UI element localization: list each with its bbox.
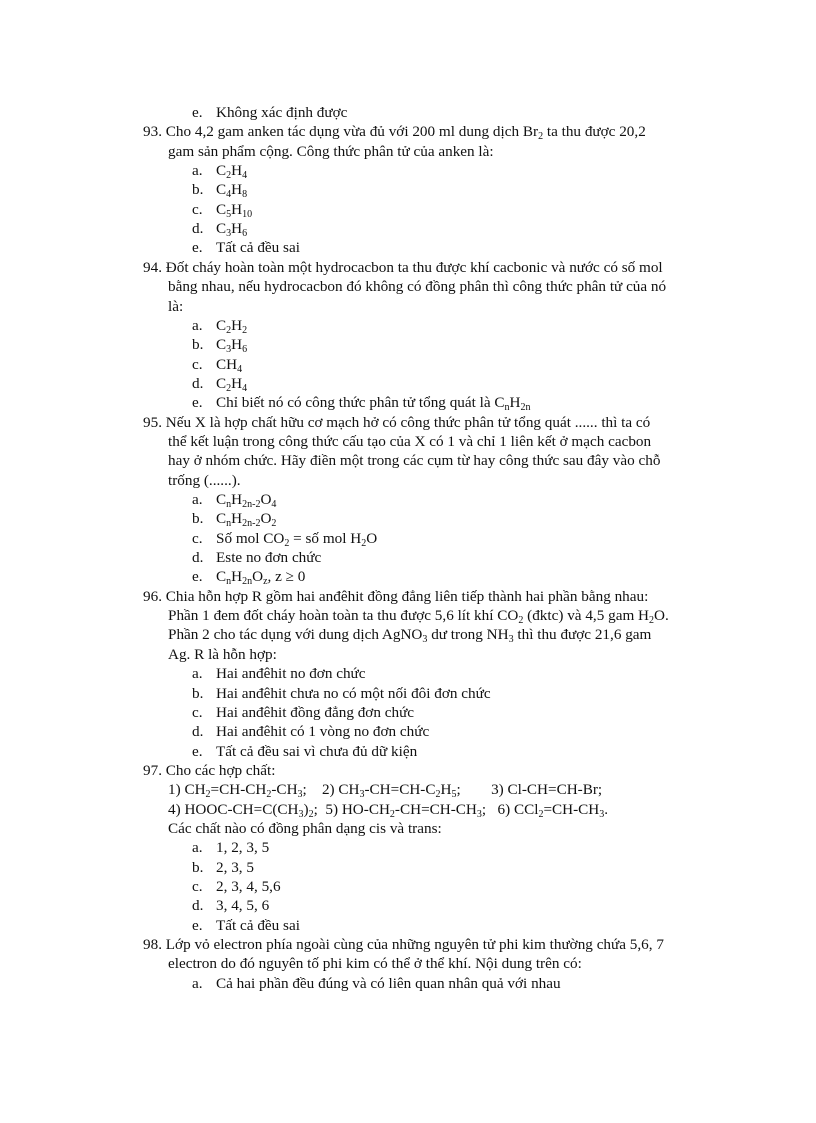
option-letter: d.: [192, 374, 204, 392]
option-letter: a.: [192, 974, 203, 992]
question-stem: 95. Nếu X là hợp chất hữu cơ mạch hở có công thức phân tử tổng quát ...... thì ta có: [143, 413, 651, 431]
option-letter: b.: [192, 336, 204, 354]
option-text: $C_nH_{2n}O_z$, z ≥ 0: [216, 568, 306, 588]
answer-option: [192, 374, 247, 393]
answer-option: [192, 567, 305, 586]
option-letter: b.: [192, 858, 204, 876]
option-letter: b.: [192, 684, 204, 702]
option-letter: c.: [192, 703, 203, 721]
option-text: 1, 2, 3, 5: [216, 839, 270, 857]
option-text: Số mol $CO_2$ = số mol $H_2O$: [216, 529, 378, 549]
question-stem-continuation: Phần 1 đem đốt cháy hoàn toàn ta thu được 5,6 lít khí $CO_2$ (đktc) và 4,5 gam $H_2O$.: [168, 607, 669, 627]
question-stem-continuation: thể kết luận trong công thức cấu tạo của X có 1 và chỉ 1 liên kết ở mạch cacbon: [168, 432, 652, 450]
option-letter: c.: [192, 529, 203, 547]
question-stem-continuation: Ag. R là hỗn hợp:: [168, 645, 277, 663]
answer-option: [192, 858, 254, 877]
option-letter: b.: [192, 181, 204, 199]
answer-option: [192, 335, 247, 354]
question-stem-continuation: trống (......).: [168, 471, 241, 489]
option-letter: a.: [192, 491, 203, 508]
answer-option: [192, 916, 300, 935]
question-stem: 98. Lớp vỏ electron phía ngoài cùng của những nguyên tử phi kim thường chứa 5,6, 7: [143, 936, 664, 954]
option-text: Este no đơn chức: [216, 549, 322, 567]
question-stem-continuation: bằng nhau, nếu hydrocacbon đó không có đồng phân thì công thức phân tử của nó: [168, 278, 667, 296]
question-stem-continuation: Phần 2 cho tác dụng với dung dịch AgNO$_3$ dư trong $NH_3$ thì thu được 21,6 gam: [168, 626, 652, 646]
answer-option: [192, 509, 276, 528]
answer-option: [192, 877, 281, 896]
answer-option: [192, 180, 247, 199]
answer-option: [192, 161, 247, 180]
answer-option: [192, 529, 377, 548]
answer-option: [192, 103, 347, 122]
option-letter: d.: [192, 723, 204, 741]
question-stem: 93. Cho 4,2 gam anken tác dụng vừa đủ với 200 ml dung dịch $Br_2$ ta thu được 20,2: [143, 123, 646, 143]
answer-option: [192, 355, 242, 374]
question-stem-continuation: 1) $CH_2=CH-CH_2-CH_3$; 2) $CH_3-CH=CH-C_2H_5$; 3) Cl-CH=CH-Br;: [168, 781, 603, 801]
option-letter: a.: [192, 665, 203, 683]
option-letter: b.: [192, 510, 204, 528]
question-stem-continuation: electron do đó nguyên tố phi kim có thể ở thể khí. Nội dung trên có:: [168, 955, 582, 973]
question-stem: 96. Chia hỗn hợp R gồm hai anđêhit đồng đẳng liên tiếp thành hai phần bằng nhau:: [143, 587, 649, 605]
option-text: Tất cả đều sai vì chưa đủ dữ kiện: [216, 742, 418, 760]
answer-option: [192, 684, 491, 703]
option-text: $C_3H_6$: [216, 336, 248, 356]
question-stem: 97. Cho các hợp chất:: [143, 761, 276, 779]
option-text: Hai anđêhit đồng đẳng đơn chức: [216, 703, 415, 721]
answer-option: [192, 896, 269, 915]
option-text: 3, 4, 5, 6: [216, 897, 270, 915]
option-text: $C_3H_6$: [216, 220, 248, 240]
option-text: Hai anđêhit no đơn chức: [216, 665, 366, 683]
option-text: $C_2H_4$: [216, 374, 248, 394]
option-text: Hai anđêhit có 1 vòng no đơn chức: [216, 723, 430, 741]
option-letter: c.: [192, 878, 203, 895]
option-text: $C_nH_{2n-2}O_4$: [216, 491, 277, 510]
question-stem-continuation: 4) HOOC-$CH=C(CH_3)_2$; 5) $HO-CH_2-CH=CH-CH_3$; 6) $CCl_2=CH-CH_3$.: [168, 800, 609, 820]
option-letter: e.: [192, 916, 203, 934]
option-letter: e.: [192, 104, 203, 121]
question-stem-continuation: là:: [168, 297, 184, 315]
answer-option: [192, 838, 269, 857]
answer-option: [192, 200, 252, 219]
answer-option: [192, 393, 531, 412]
answer-option: [192, 722, 429, 741]
option-letter: d.: [192, 897, 204, 915]
option-text: $CH_4$: [216, 355, 243, 375]
option-text: Cả hai phần đều đúng và có liên quan nhân quả với nhau: [216, 974, 561, 992]
option-text: $C_2H_4$: [216, 162, 248, 182]
question-stem-continuation: Các chất nào có đồng phân dạng cis và trans:: [168, 819, 442, 837]
option-letter: a.: [192, 316, 203, 334]
answer-option: [192, 490, 276, 509]
option-letter: e.: [192, 394, 203, 412]
option-letter: c.: [192, 200, 203, 218]
option-letter: d.: [192, 549, 204, 567]
option-letter: c.: [192, 355, 203, 373]
answer-option: [192, 703, 414, 722]
option-text: Tất cả đều sai: [216, 916, 300, 934]
option-text: $C_nH_{2n-2}O_2$: [216, 510, 277, 530]
answer-option: [192, 548, 321, 567]
option-text: Tất cả đều sai: [216, 239, 300, 257]
question-stem: 94. Đốt cháy hoàn toàn một hydrocacbon ta thu được khí cacbonic và nước có số mol: [143, 258, 663, 276]
answer-option: [192, 974, 561, 993]
option-letter: a.: [192, 162, 203, 180]
question-stem-continuation: hay ở nhóm chức. Hãy điền một trong các cụm từ hay công thức sau đây vào chỗ: [168, 452, 661, 470]
option-text: Hai anđêhit chưa no có một nối đôi đơn chức: [216, 684, 491, 702]
option-letter: a.: [192, 839, 203, 857]
answer-option: [192, 219, 247, 238]
answer-option: [192, 664, 366, 683]
option-text: 2, 3, 5: [216, 858, 254, 876]
option-letter: e.: [192, 568, 203, 586]
option-text: Không xác định được: [216, 104, 348, 121]
option-text: Chỉ biết nó có công thức phân tử tổng quát là $C_nH_{2n}$: [216, 394, 531, 414]
option-text: $C_4H_8$: [216, 181, 248, 201]
option-letter: d.: [192, 220, 204, 238]
option-text: $C_2H_2$: [216, 316, 248, 336]
answer-option: [192, 742, 417, 761]
option-letter: e.: [192, 239, 203, 257]
option-text: $C_5H_{10}$: [216, 200, 253, 220]
answer-option: [192, 238, 300, 257]
question-stem-continuation: gam sản phẩm cộng. Công thức phân tử của anken là:: [168, 142, 494, 160]
option-letter: e.: [192, 742, 203, 760]
option-text: 2, 3, 4, 5,6: [216, 878, 281, 895]
answer-option: [192, 316, 247, 335]
